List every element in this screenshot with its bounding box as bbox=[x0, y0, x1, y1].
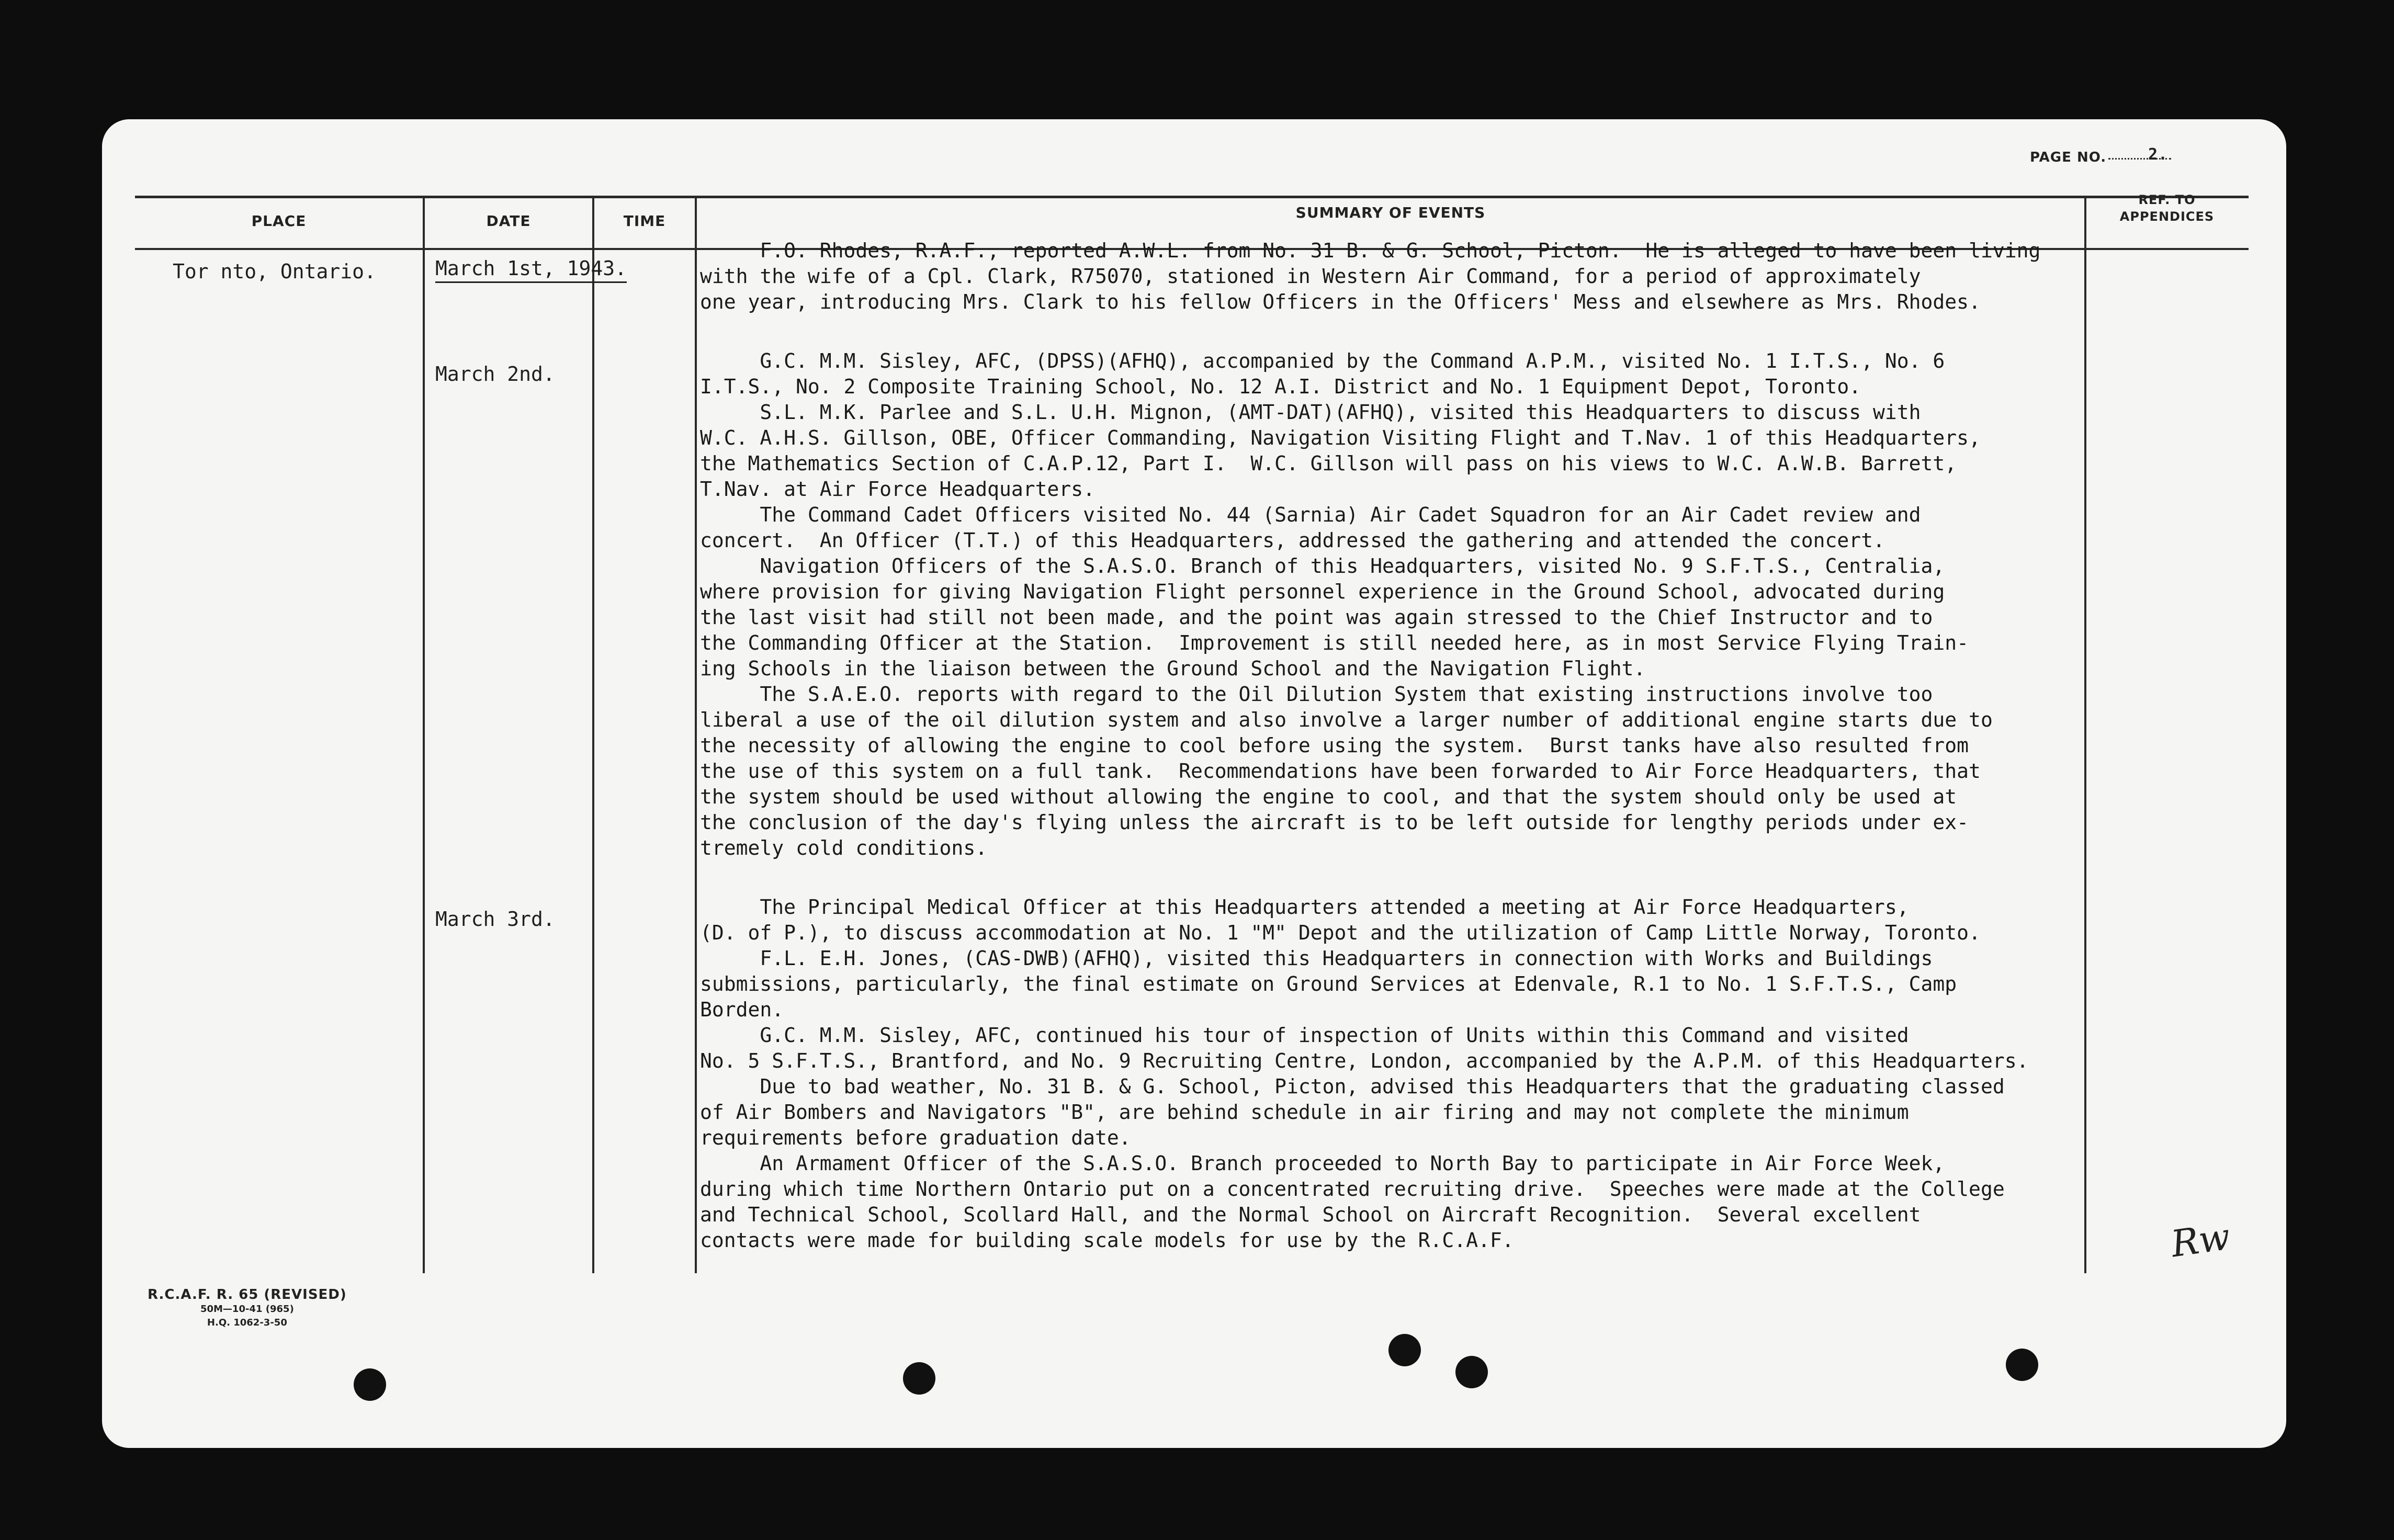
summary-line: the conclusion of the day's flying unless the aircraft is to be left outside for lengthy periods under ex- bbox=[700, 811, 1969, 834]
summary-line: the last visit had still not been made, and the point was again stressed to the Chief Instructor and to bbox=[700, 606, 1933, 629]
form-print-code: 50M—10-41 (965) bbox=[200, 1304, 294, 1315]
summary-line: T.Nav. at Air Force Headquarters. bbox=[700, 478, 1095, 501]
summary-line: the Mathematics Section of C.A.P.12, Part I. W.C. Gillson will pass on his views to W.C. A.W.B. Barrett, bbox=[700, 452, 1957, 475]
summary-line: G.C. M.M. Sisley, AFC, continued his tour of inspection of Units within this Command and visited bbox=[700, 1024, 1909, 1047]
binder-hole bbox=[1455, 1356, 1488, 1388]
summary-line: the system should be used without allowing the engine to cool, and that the system should only be used at bbox=[700, 785, 1957, 808]
table-top-rule bbox=[135, 196, 2249, 198]
summary-line: ing Schools in the liaison between the Ground School and the Navigation Flight. bbox=[700, 657, 1646, 680]
summary-line: during which time Northern Ontario put on a concentrated recruiting drive. Speeches were made at the College bbox=[700, 1177, 2005, 1201]
binder-hole bbox=[903, 1362, 935, 1395]
summary-of-events bbox=[700, 238, 2186, 1253]
summary-line: S.L. M.K. Parlee and S.L. U.H. Mignon, (AMT-DAT)(AFHQ), visited this Headquarters to discuss with bbox=[700, 401, 1921, 424]
summary-line: F.L. E.H. Jones, (CAS-DWB)(AFHQ), visited this Headquarters in connection with Works and Buildings bbox=[700, 947, 1933, 970]
summary-line: liberal a use of the oil dilution system and also involve a larger number of additional engine starts due to bbox=[700, 708, 1993, 731]
page-number-value: 2. bbox=[2148, 145, 2169, 164]
place-cell: Tor nto, Ontario. bbox=[173, 260, 376, 283]
summary-line: Due to bad weather, No. 31 B. & G. School, Picton, advised this Headquarters that the graduating classed bbox=[700, 1075, 2005, 1098]
summary-line: No. 5 S.F.T.S., Brantford, and No. 9 Recruiting Centre, London, accompanied by the A.P.M. of this Headquarters. bbox=[700, 1049, 2029, 1072]
summary-line: (D. of P.), to discuss accommodation at No. 1 "M" Depot and the utilization of Camp Little Norway, Toronto. bbox=[700, 921, 1981, 944]
binder-hole bbox=[354, 1368, 386, 1401]
date-march-1: March 1st, 1943. bbox=[435, 255, 627, 283]
page-number-label: PAGE NO. bbox=[2030, 150, 2107, 165]
page-number bbox=[2030, 145, 2171, 165]
column-divider-time bbox=[695, 196, 697, 1273]
summary-line: the use of this system on a full tank. Recommendations have been forwarded to Air Force Headquarters, that bbox=[700, 760, 1981, 783]
summary-line: one year, introducing Mrs. Clark to his fellow Officers in the Officers' Mess and elsewhere as Mrs. Rhodes. bbox=[700, 290, 1981, 313]
summary-line: the necessity of allowing the engine to cool before using the system. Burst tanks have also resulted from bbox=[700, 734, 1969, 757]
summary-line: W.C. A.H.S. Gillson, OBE, Officer Commanding, Navigation Visiting Flight and T.Nav. 1 of this Headquarters, bbox=[700, 426, 1981, 449]
summary-line: The S.A.E.O. reports with regard to the Oil Dilution System that existing instructions involve too bbox=[700, 683, 1933, 706]
summary-line: Borden. bbox=[700, 998, 784, 1021]
column-divider-place bbox=[423, 196, 425, 1273]
summary-line: An Armament Officer of the S.A.S.O. Branch proceeded to North Bay to participate in Air Force Week, bbox=[700, 1152, 1945, 1175]
summary-line: and Technical School, Scollard Hall, and the Normal School on Aircraft Recognition. Several excellent bbox=[700, 1203, 1921, 1226]
date-march-2: March 2nd. bbox=[435, 363, 555, 386]
date-march-3: March 3rd. bbox=[435, 908, 555, 931]
binder-hole bbox=[2006, 1349, 2038, 1381]
summary-line: the Commanding Officer at the Station. Improvement is still needed here, as in most Service Flying Train- bbox=[700, 631, 1969, 654]
summary-line: G.C. M.M. Sisley, AFC, (DPSS)(AFHQ), accompanied by the Command A.P.M., visited No. 1 I.T.S., No. 6 bbox=[700, 349, 1945, 372]
summary-line: submissions, particularly, the final estimate on Ground Services at Edenvale, R.1 to No. 1 S.F.T.S., Camp bbox=[700, 972, 1957, 995]
summary-line: concert. An Officer (T.T.) of this Headquarters, addressed the gathering and attended the concert. bbox=[700, 529, 1885, 552]
summary-line: contacts were made for building scale models for use by the R.C.A.F. bbox=[700, 1229, 1514, 1252]
summary-line: The Command Cadet Officers visited No. 44 (Sarnia) Air Cadet Squadron for an Air Cadet review and bbox=[700, 503, 1921, 526]
header-date: DATE bbox=[486, 212, 531, 230]
summary-line: The Principal Medical Officer at this Headquarters attended a meeting at Air Force Headquarters, bbox=[700, 896, 1909, 919]
summary-line: where provision for giving Navigation Flight personnel experience in the Ground School, advocated during bbox=[700, 580, 1945, 603]
summary-line: requirements before graduation date. bbox=[700, 1126, 1131, 1149]
form-number: R.C.A.F. R. 65 (REVISED) bbox=[148, 1287, 347, 1303]
form-identifier bbox=[148, 1287, 347, 1330]
form-hq-code: H.Q. 1062-3-50 bbox=[207, 1317, 287, 1328]
header-place: PLACE bbox=[251, 212, 307, 230]
summary-line: I.T.S., No. 2 Composite Training School, No. 12 A.I. District and No. 1 Equipment Depot, Toronto. bbox=[700, 375, 1861, 398]
summary-line: F.O. Rhodes, R.A.F., reported A.W.L. from No. 31 B. & G. School, Picton. He is alleged to have been living bbox=[700, 239, 2041, 262]
header-summary: SUMMARY OF EVENTS bbox=[1295, 204, 1486, 221]
header-time: TIME bbox=[623, 212, 666, 230]
summary-line: Navigation Officers of the S.A.S.O. Branch of this Headquarters, visited No. 9 S.F.T.S., Centralia, bbox=[700, 554, 1945, 578]
binder-hole bbox=[1388, 1334, 1421, 1366]
handwritten-initials: Rw bbox=[2168, 1215, 2233, 1266]
summary-line: with the wife of a Cpl. Clark, R75070, stationed in Western Air Command, for a period of approximately bbox=[700, 265, 1921, 288]
header-ref-appendices: REF. TO APPENDICES bbox=[2119, 192, 2215, 224]
summary-line: of Air Bombers and Navigators "B", are behind schedule in air firing and may not complete the minimum bbox=[700, 1101, 1909, 1124]
summary-line: tremely cold conditions. bbox=[700, 836, 988, 859]
column-divider-date bbox=[592, 196, 594, 1273]
